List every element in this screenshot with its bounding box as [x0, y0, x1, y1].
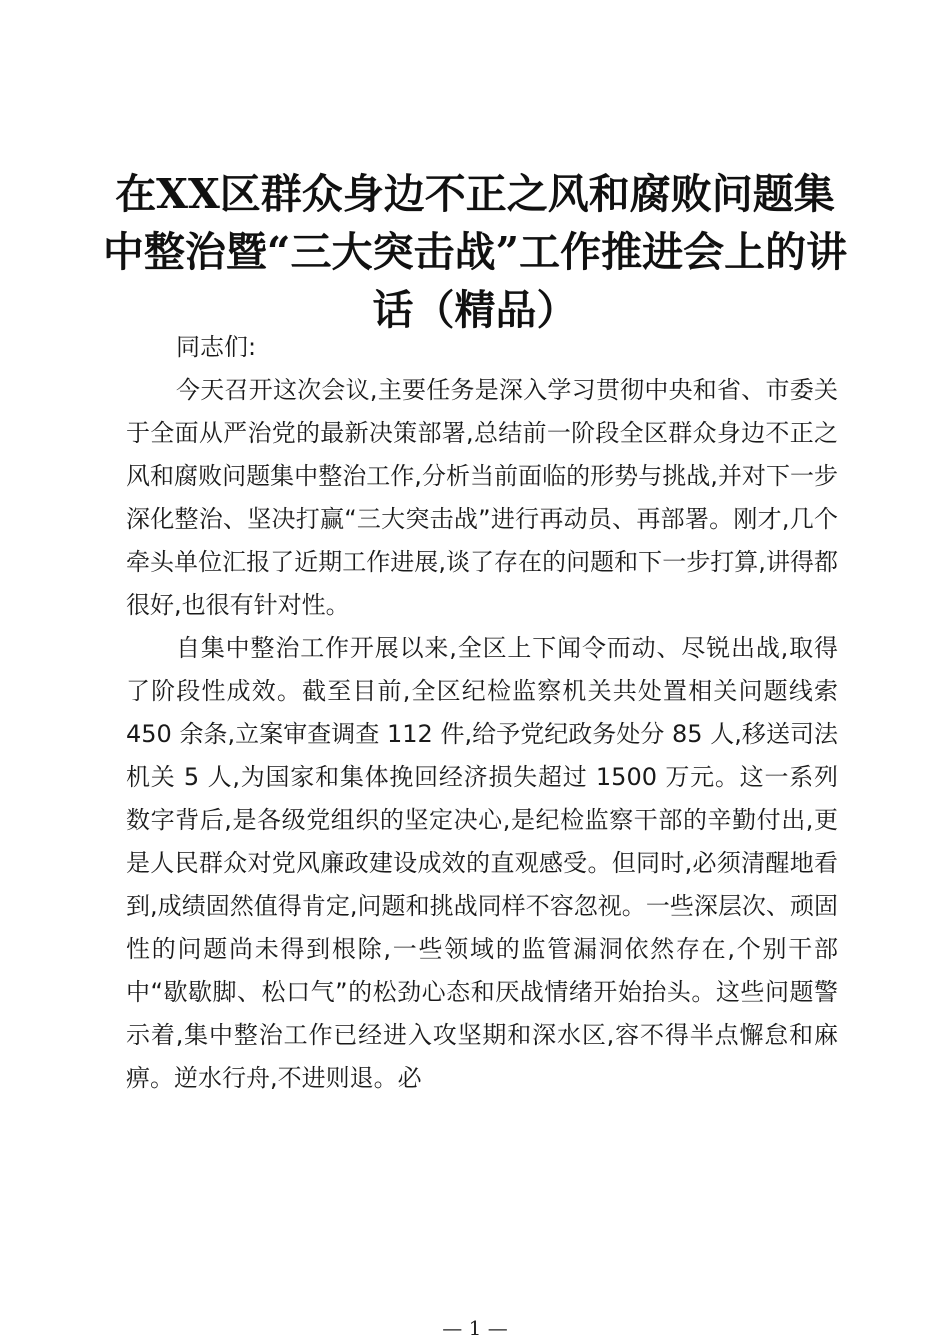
document-body: [126, 326, 838, 1100]
greeting-line: 同志们:: [176, 333, 257, 361]
paragraph-2: 自集中整治工作开展以来,全区上下闻令而动、尽锐出战,取得了阶段性成效。截至目前,全区纪检监察机关共处置相关问题线索 450 余条,立案审查调查 112 件,给予党纪政务处分 85 人,移送司法机关 5 人,为国家和集体挽回经济损失超过 1500 万元。这一系列数字背后,是各级党组织的坚定决心,是纪检监察干部的辛勤付出,更是人民群众对党风廉政建设成效的直观感受。但同时,必须清醒地看到,成绩固然值得肯定,问题和挑战同样不容忽视。一些深层次、顽固性的问题尚未得到根除,一些领域的监管漏洞依然存在,个别干部中“歇歇脚、松口气”的松劲心态和厌战情绪开始抬头。这些问题警示着,集中整治工作已经进入攻坚期和深水区,容不得半点懈怠和麻痹。逆水行舟,不进则退。必: [126, 634, 838, 1092]
document-title: 在XX区群众身边不正之风和腐败问题集中整治暨“三大突击战”工作推进会上的讲话（精品）: [102, 170, 848, 334]
page-number: — 1 —: [442, 1316, 508, 1340]
paragraph-1: 今天召开这次会议,主要任务是深入学习贯彻中央和省、市委关于全面从严治党的最新决策部署,总结前一阶段全区群众身边不正之风和腐败问题集中整治工作,分析当前面临的形势与挑战,并对下一步深化整治、坚决打赢“三大突击战”进行再动员、再部署。刚才,几个牵头单位汇报了近期工作进展,谈了存在的问题和下一步打算,讲得都很好,也很有针对性。: [126, 376, 838, 619]
